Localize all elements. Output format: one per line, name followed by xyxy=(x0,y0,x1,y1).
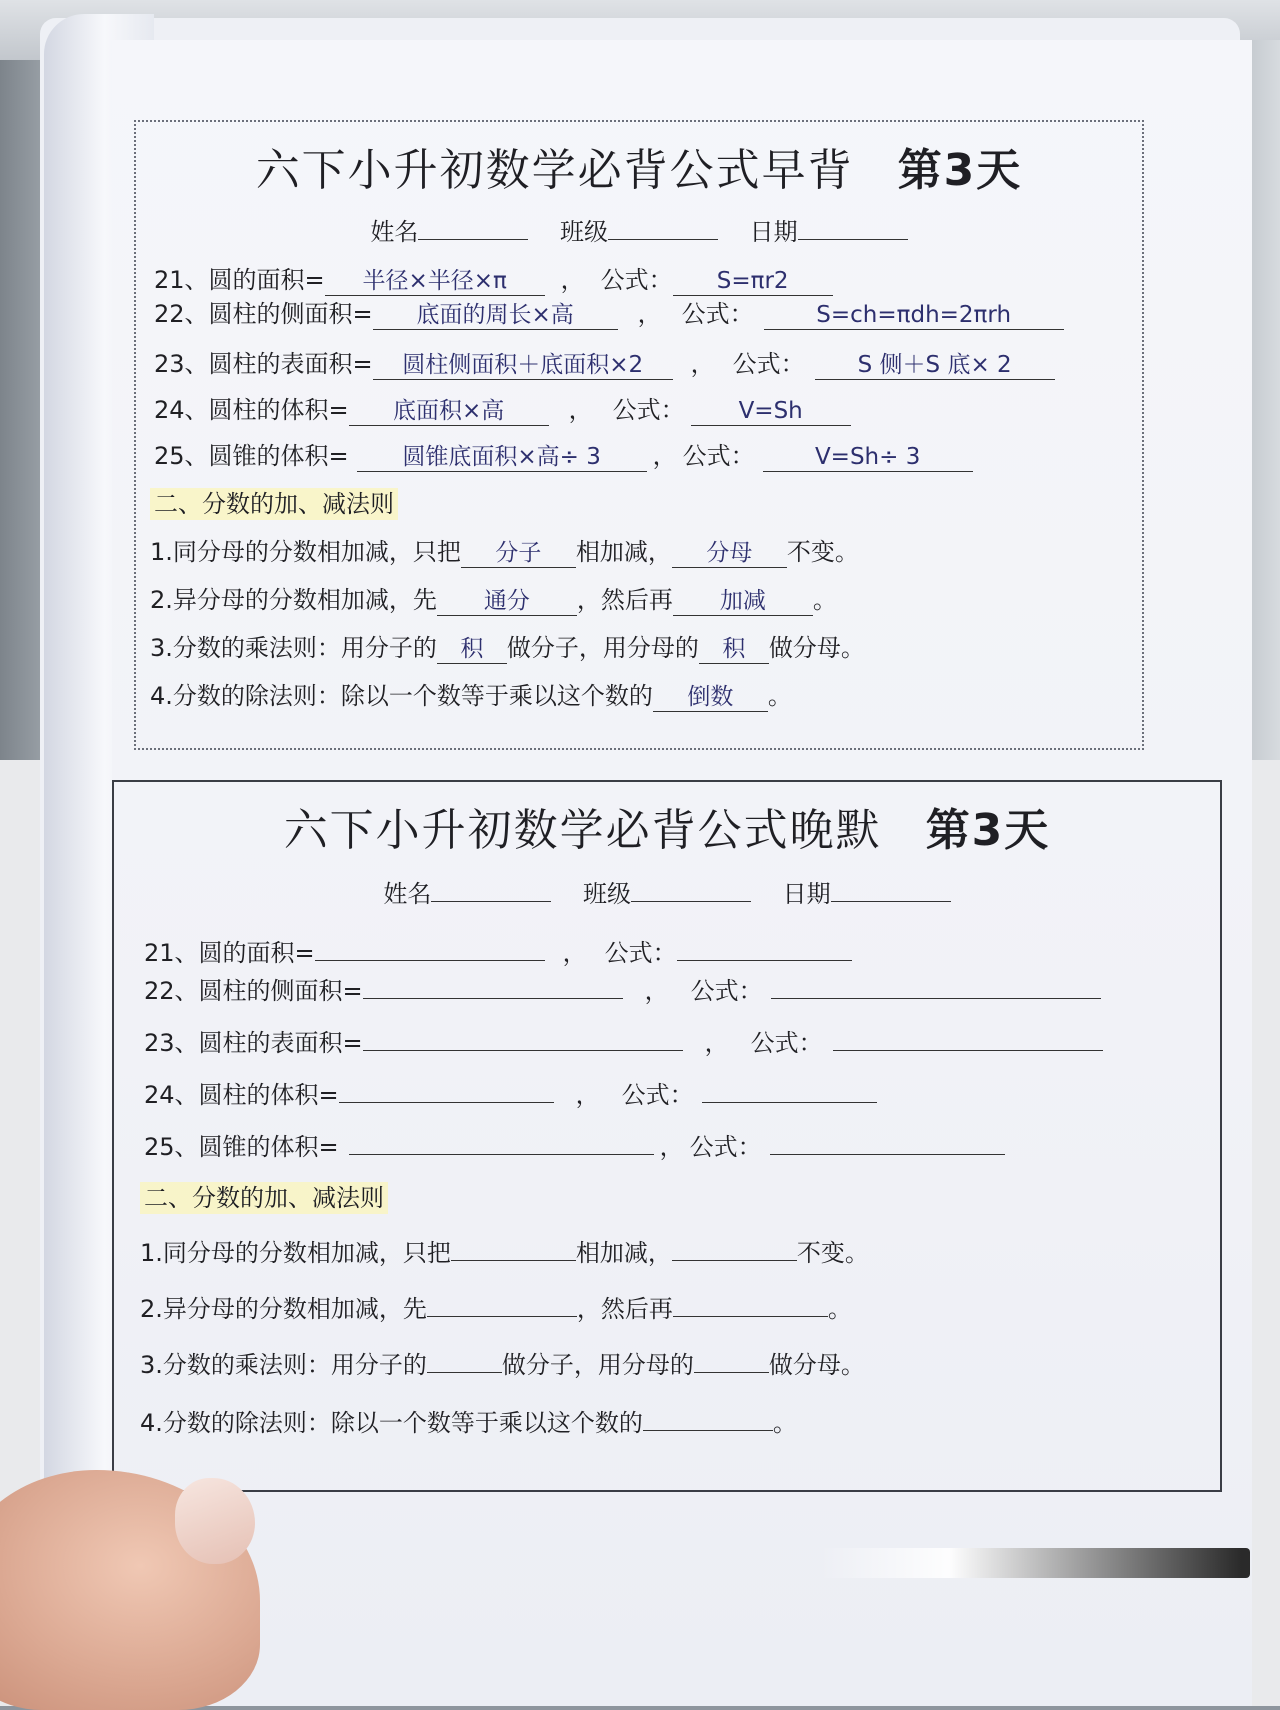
formula-key-label: 公式： xyxy=(612,396,685,424)
separator: ， xyxy=(690,350,715,378)
rule-fill-1[interactable]: 积 xyxy=(437,635,507,664)
morning-info-row xyxy=(136,212,1142,247)
class-field[interactable] xyxy=(583,874,751,909)
rule-text: 不变。 xyxy=(796,1239,869,1267)
rule-fill-1[interactable] xyxy=(427,1344,502,1373)
formula-number: 25、 xyxy=(144,1133,199,1161)
rule-text: 不变。 xyxy=(786,538,859,566)
morning-formula-22 xyxy=(154,294,1064,330)
rule-fill-1[interactable]: 分子 xyxy=(461,539,576,568)
answer-fill[interactable]: 底面积×高 xyxy=(349,397,549,426)
formula-label: 圆柱的体积= xyxy=(208,396,349,424)
rule-text: 2.异分母的分数相加减，先 xyxy=(150,586,437,614)
formula-number: 22、 xyxy=(154,300,209,328)
rule-text: 做分母。 xyxy=(768,634,865,662)
watermark-bar xyxy=(820,1548,1250,1578)
date-field[interactable] xyxy=(750,212,908,247)
rule-text: 。 xyxy=(827,1295,852,1323)
rule-fill-1[interactable]: 通分 xyxy=(437,587,577,616)
morning-rule-3 xyxy=(150,628,865,664)
answer-fill[interactable]: 圆柱侧面积＋底面积×2 xyxy=(373,351,673,380)
class-label: 班级 xyxy=(583,880,631,908)
rule-fill-1[interactable] xyxy=(643,1402,773,1431)
rule-text: 相加减， xyxy=(575,538,672,566)
formula-fill[interactable]: S=πr2 xyxy=(673,267,833,296)
evening-formula-24 xyxy=(144,1074,877,1110)
morning-title xyxy=(136,134,1142,198)
class-label: 班级 xyxy=(560,218,608,246)
morning-recitation-box xyxy=(134,120,1144,750)
separator: ， xyxy=(562,939,587,967)
formula-key-label: 公式： xyxy=(689,1133,762,1161)
separator: ， xyxy=(637,300,662,328)
formula-fill[interactable]: S=ch=πdh=2πrh xyxy=(764,301,1064,330)
answer-fill[interactable] xyxy=(339,1074,554,1103)
rule-text: 做分子，用分母的 xyxy=(501,1351,694,1379)
rule-text: 。 xyxy=(772,1409,797,1437)
formula-key-label: 公式： xyxy=(732,350,805,378)
name-field[interactable] xyxy=(370,212,528,247)
evening-title xyxy=(114,794,1220,858)
date-label: 日期 xyxy=(749,218,798,246)
separator: ， xyxy=(704,1029,729,1057)
class-blank[interactable] xyxy=(631,879,751,902)
formula-fill[interactable] xyxy=(770,1126,1005,1155)
section-heading-text: 二、分数的加、减法则 xyxy=(140,1182,388,1214)
answer-fill[interactable] xyxy=(363,970,623,999)
class-field[interactable] xyxy=(560,212,718,247)
evening-title-text: 六下小升初数学必背公式晚默 xyxy=(283,805,882,856)
rule-text: 3.分数的乘法则：用分子的 xyxy=(140,1351,427,1379)
rule-text: 2.异分母的分数相加减，先 xyxy=(140,1295,427,1323)
answer-fill[interactable] xyxy=(349,1126,654,1155)
formula-number: 24、 xyxy=(144,1081,199,1109)
morning-title-text: 六下小升初数学必背公式早背 xyxy=(255,145,854,196)
morning-formula-23 xyxy=(154,344,1055,380)
evening-formula-22 xyxy=(144,970,1101,1006)
formula-number: 22、 xyxy=(144,977,199,1005)
evening-section-heading xyxy=(140,1178,388,1213)
rule-text: 做分子，用分母的 xyxy=(506,634,699,662)
answer-fill[interactable] xyxy=(363,1022,683,1051)
formula-label: 圆的面积= xyxy=(208,266,325,294)
formula-number: 23、 xyxy=(154,350,209,378)
formula-fill[interactable]: S 侧＋S 底× 2 xyxy=(815,351,1055,380)
separator: ， xyxy=(575,1081,600,1109)
formula-label: 圆的面积= xyxy=(198,939,315,967)
formula-key-label: 公式： xyxy=(690,977,763,1005)
name-field[interactable] xyxy=(383,874,551,909)
morning-formula-25 xyxy=(154,436,973,472)
separator: ， xyxy=(659,1133,684,1161)
rule-text: ，然后再 xyxy=(576,586,673,614)
evening-dictation-box xyxy=(112,780,1222,1492)
formula-key-label: 公式： xyxy=(621,1081,694,1109)
date-field[interactable] xyxy=(783,874,951,909)
evening-day-label: 第3天 xyxy=(925,805,1051,856)
date-blank[interactable] xyxy=(831,879,951,902)
formula-fill[interactable] xyxy=(677,932,852,961)
formula-fill[interactable]: V=Sh÷ 3 xyxy=(763,443,973,472)
morning-rule-1 xyxy=(150,532,859,568)
separator: ， xyxy=(560,266,585,294)
rule-text: ，然后再 xyxy=(576,1295,673,1323)
formula-label: 圆柱的侧面积= xyxy=(208,300,373,328)
separator: ， xyxy=(568,396,593,424)
rule-text: 1.同分母的分数相加减，只把 xyxy=(140,1239,451,1267)
evening-formula-23 xyxy=(144,1022,1103,1058)
rule-fill-2[interactable] xyxy=(672,1232,797,1261)
formula-label: 圆柱的表面积= xyxy=(208,350,373,378)
section-heading-text: 二、分数的加、减法则 xyxy=(150,488,398,520)
formula-label: 圆锥的体积= xyxy=(198,1133,339,1161)
evening-rule-4 xyxy=(140,1402,797,1438)
formula-key-label: 公式： xyxy=(681,300,754,328)
evening-rule-2 xyxy=(140,1288,852,1324)
formula-label: 圆柱的体积= xyxy=(198,1081,339,1109)
class-blank[interactable] xyxy=(608,217,718,240)
rule-fill-2[interactable]: 加减 xyxy=(673,587,813,616)
formula-number: 21、 xyxy=(144,939,199,967)
formula-label: 圆柱的表面积= xyxy=(198,1029,363,1057)
answer-fill[interactable]: 圆锥底面积×高÷ 3 xyxy=(357,443,647,472)
formula-number: 21、 xyxy=(154,266,209,294)
morning-day-label: 第3天 xyxy=(897,145,1023,196)
formula-key-label: 公式： xyxy=(682,442,755,470)
rule-text: 相加减， xyxy=(575,1239,672,1267)
morning-section-heading xyxy=(150,484,398,519)
name-blank[interactable] xyxy=(418,217,528,240)
formula-label: 圆柱的侧面积= xyxy=(198,977,363,1005)
separator: ， xyxy=(652,442,677,470)
morning-rule-2 xyxy=(150,580,837,616)
rule-fill-2[interactable] xyxy=(694,1344,769,1373)
evening-rule-1 xyxy=(140,1232,869,1268)
date-label: 日期 xyxy=(782,880,831,908)
answer-fill[interactable]: 底面的周长×高 xyxy=(373,301,618,330)
evening-info-row xyxy=(114,874,1220,909)
name-label: 姓名 xyxy=(383,880,432,908)
formula-label: 圆锥的体积= xyxy=(208,442,349,470)
formula-key-label: 公式： xyxy=(600,266,673,294)
thumb-nail xyxy=(175,1478,255,1564)
formula-key-label: 公式： xyxy=(750,1029,823,1057)
rule-fill-1[interactable]: 倒数 xyxy=(653,683,768,712)
rule-text: 1.同分母的分数相加减，只把 xyxy=(150,538,461,566)
evening-rule-3 xyxy=(140,1344,865,1380)
morning-rule-4 xyxy=(150,676,792,712)
rule-fill-2[interactable]: 积 xyxy=(699,635,769,664)
formula-fill[interactable] xyxy=(833,1022,1103,1051)
formula-number: 24、 xyxy=(154,396,209,424)
rule-text: 。 xyxy=(767,682,792,710)
rule-text: 。 xyxy=(812,586,837,614)
answer-fill[interactable] xyxy=(315,932,545,961)
name-label: 姓名 xyxy=(370,218,419,246)
rule-text: 做分母。 xyxy=(768,1351,865,1379)
name-blank[interactable] xyxy=(431,879,551,902)
separator: ， xyxy=(644,977,669,1005)
formula-number: 25、 xyxy=(154,442,209,470)
formula-fill[interactable] xyxy=(702,1074,877,1103)
worksheet-page xyxy=(112,40,1252,1706)
evening-formula-21 xyxy=(144,932,852,968)
morning-formula-21 xyxy=(154,260,833,296)
formula-number: 23、 xyxy=(144,1029,199,1057)
rule-text: 4.分数的除法则：除以一个数等于乘以这个数的 xyxy=(140,1409,643,1437)
rule-fill-1[interactable] xyxy=(451,1232,576,1261)
rule-fill-2[interactable]: 分母 xyxy=(672,539,787,568)
rule-text: 3.分数的乘法则：用分子的 xyxy=(150,634,437,662)
evening-formula-25 xyxy=(144,1126,1005,1162)
rule-fill-1[interactable] xyxy=(427,1288,577,1317)
morning-formula-24 xyxy=(154,390,851,426)
rule-fill-2[interactable] xyxy=(673,1288,828,1317)
formula-key-label: 公式： xyxy=(604,939,677,967)
date-blank[interactable] xyxy=(798,217,908,240)
rule-text: 4.分数的除法则：除以一个数等于乘以这个数的 xyxy=(150,682,653,710)
formula-fill[interactable] xyxy=(771,970,1101,999)
answer-fill[interactable]: 半径×半径×π xyxy=(325,267,545,296)
formula-fill[interactable]: V=Sh xyxy=(691,397,851,426)
